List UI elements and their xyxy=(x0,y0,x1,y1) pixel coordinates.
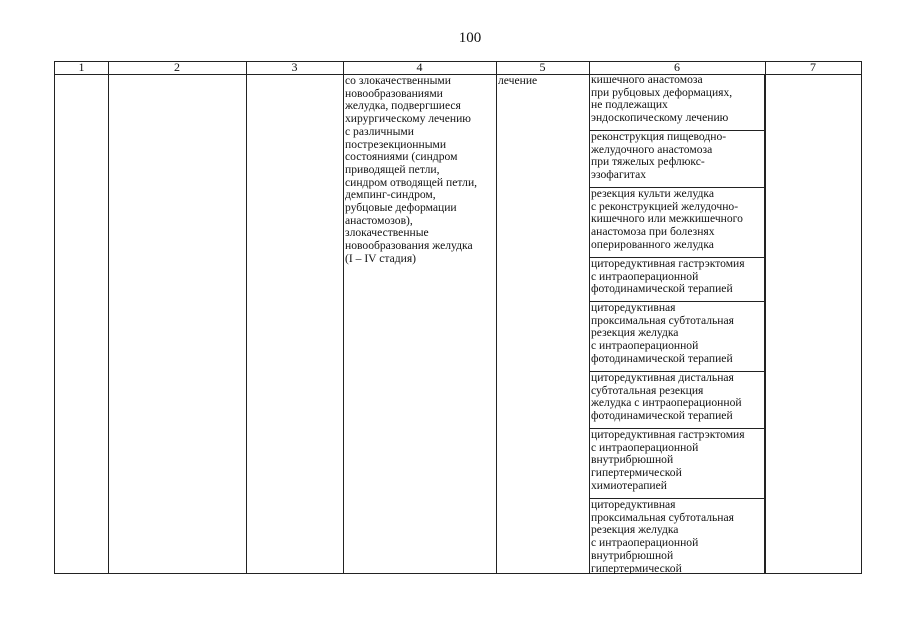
treatment-method-line: внутрибрюшной xyxy=(591,548,674,562)
treatment-method-line: при тяжелых рефлюкс- xyxy=(591,155,705,169)
treatment-method-line: субтотальная резекция xyxy=(591,383,704,397)
diagnosis-line: состояниями (синдром xyxy=(345,150,458,164)
treatment-method-cell xyxy=(589,258,765,302)
header-cell-3: 3 xyxy=(291,60,298,74)
treatment-method-line: резекция культи желудка xyxy=(591,188,714,200)
treatment-method-cell xyxy=(589,131,765,188)
column-divider xyxy=(246,62,247,573)
treatment-method-line: с интраоперационной xyxy=(591,339,699,353)
treatment-method-line: химиотерапией xyxy=(591,478,667,492)
treatment-method-line: эндоскопическому лечению xyxy=(591,111,729,125)
treatment-method-line: внутрибрюшной xyxy=(591,453,674,467)
treatment-method-line: фотодинамической терапией xyxy=(591,282,733,296)
treatment-method-cell xyxy=(589,302,765,372)
treatment-method-line: реконструкция пищеводно- xyxy=(591,131,727,143)
treatment-method-line: при рубцовых деформациях, xyxy=(591,85,733,99)
treatment-method-line: резекция желудка xyxy=(591,523,679,537)
diagnosis-line: новообразования желудка xyxy=(345,239,473,253)
header-cell-6: 6 xyxy=(674,60,680,74)
header-cell-4: 4 xyxy=(416,60,423,74)
treatment-method-cell xyxy=(589,372,765,429)
treatment-method-line: кишечного анастомоза xyxy=(591,74,703,86)
treatment-method-line: желудочного анастомоза xyxy=(591,142,713,156)
column-divider xyxy=(108,62,109,573)
treatment-type-cell: лечение xyxy=(498,74,538,87)
diagnosis-line: новообразованиями xyxy=(345,86,443,100)
treatment-method-line: с интраоперационной xyxy=(591,440,699,454)
column-divider xyxy=(343,62,344,573)
header-cell-1: 1 xyxy=(78,60,85,74)
treatment-method-line: циторедуктивная xyxy=(591,302,676,314)
treatment-method-line: циторедуктивная гастрэктомия xyxy=(591,258,745,270)
treatment-method-line: с реконструкцией желудочно- xyxy=(591,199,739,213)
treatment-method-line: эзофагитах xyxy=(591,168,647,182)
diagnosis-line: злокачественные xyxy=(345,226,429,240)
treatment-method-line: оперированного желудка xyxy=(591,237,714,251)
diagnosis-line: хирургическому лечению xyxy=(345,112,471,126)
treatment-method-cell xyxy=(589,74,765,131)
treatment-method-line: фотодинамической терапией xyxy=(591,409,733,423)
diagnosis-cell xyxy=(345,75,477,266)
treatment-method-line: резекция желудка xyxy=(591,326,679,340)
header-cell-5: 5 xyxy=(539,60,546,74)
treatment-method-cell xyxy=(589,499,765,574)
treatment-method-line: кишечного или межкишечного xyxy=(591,212,743,226)
treatment-method-line: с интраоперационной xyxy=(591,269,699,283)
treatment-method-line: не подлежащих xyxy=(591,98,668,112)
diagnosis-line: рубцовые деформации xyxy=(345,201,457,215)
treatment-method-line: гипертермической xyxy=(591,561,682,574)
diagnosis-line: со злокачественными xyxy=(345,74,451,87)
data-table xyxy=(54,61,862,574)
diagnosis-line: анастомозов), xyxy=(345,213,413,227)
diagnosis-line: (I – IV стадия) xyxy=(345,251,417,265)
treatment-method-line: циторедуктивная дистальная xyxy=(591,372,734,384)
diagnosis-line: с различными xyxy=(345,124,414,138)
treatment-method-line: с интраоперационной xyxy=(591,536,699,550)
diagnosis-line: приводящей петли, xyxy=(345,162,440,176)
treatment-method-line: желудка с интраоперационной xyxy=(591,396,742,410)
treatment-method-cell xyxy=(589,188,765,258)
treatment-method-line: гипертермической xyxy=(591,466,682,480)
header-cell-7: 7 xyxy=(810,60,816,74)
diagnosis-line: синдром отводящей петли, xyxy=(345,175,478,189)
header-cell-2: 2 xyxy=(174,60,180,74)
page-number: 100 xyxy=(458,30,482,46)
treatment-method-line: проксимальная субтотальная xyxy=(591,313,734,327)
treatment-method-cell xyxy=(589,429,765,499)
column-divider xyxy=(496,62,497,573)
treatment-method-line: фотодинамической терапией xyxy=(591,351,733,365)
diagnosis-line: желудка, подвергшиеся xyxy=(345,99,461,113)
treatment-method-line: циторедуктивная xyxy=(591,499,676,511)
diagnosis-line: демпинг-синдром, xyxy=(345,188,436,202)
diagnosis-line: пострезекционными xyxy=(345,137,447,151)
treatment-method-line: анастомоза при болезнях xyxy=(591,225,715,239)
column-divider xyxy=(765,62,766,573)
treatment-method-line: проксимальная субтотальная xyxy=(591,510,734,524)
treatment-methods-column xyxy=(589,74,765,573)
treatment-method-line: циторедуктивная гастрэктомия xyxy=(591,429,745,441)
